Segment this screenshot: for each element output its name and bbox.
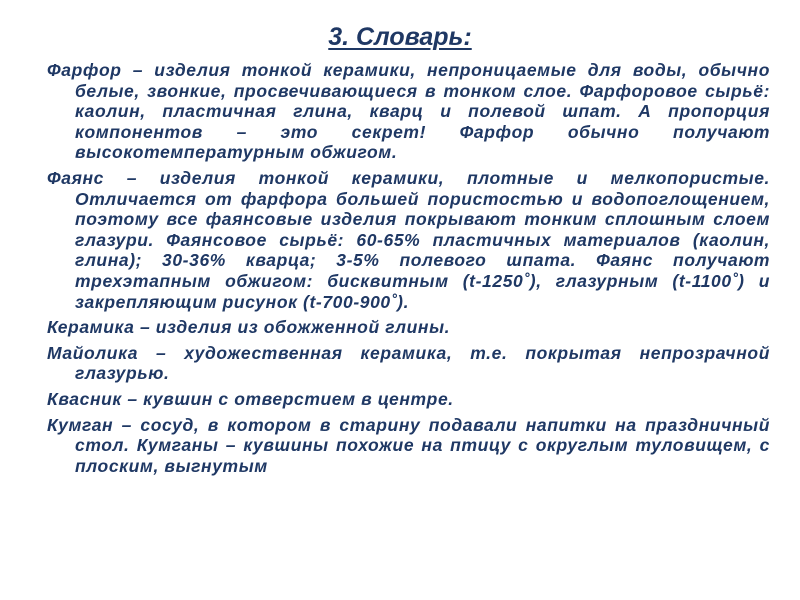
dictionary-body [47, 60, 770, 481]
entry-mayolika: Майолика – художественная керамика, т.е. покрытая непрозрачной глазурью. [47, 342, 770, 384]
entry-fayans: Фаянс – изделия тонкой керамики, плотные и мелкопористые. Отличается от фарфора большей пористостью и водопоглощением, поэтому все фаянсовые изделия покрывают тонким сплошным слоем глазури. Фаянсовое сырьё: 60-65% пластичных материалов (каолин, глина); 30-36% кварца; 3-5% полевого шпата. Фаянс получают трехэтапным обжигом: бисквитным (t-1250˚), глазурным (t-1100˚) и закрепляющим рисунок (t-700-900˚). [47, 167, 770, 312]
entry-kumgan: Кумган – сосуд, в котором в старину подавали напитки на праздничный стол. Кумганы – кувшины похожие на птицу с округлым туловищем, с плоским, выгнутым [47, 414, 770, 476]
entry-farfor: Фарфор – изделия тонкой керамики, непроницаемые для воды, обычно белые, звонкие, просвечивающиеся в тонком слое. Фарфоровое сырьё: каолин, пластичная глина, кварц и полевой шпат. А пропорция компонентов – это секрет! Фарфор обычно получают высокотемпературным обжигом. [47, 60, 770, 163]
entry-kvasnik: Квасник – кувшин с отверстием в центре. [47, 388, 454, 409]
slide-title: 3. Словарь: [328, 23, 472, 51]
entry-keramika: Керамика – изделия из обожженной глины. [47, 317, 451, 338]
